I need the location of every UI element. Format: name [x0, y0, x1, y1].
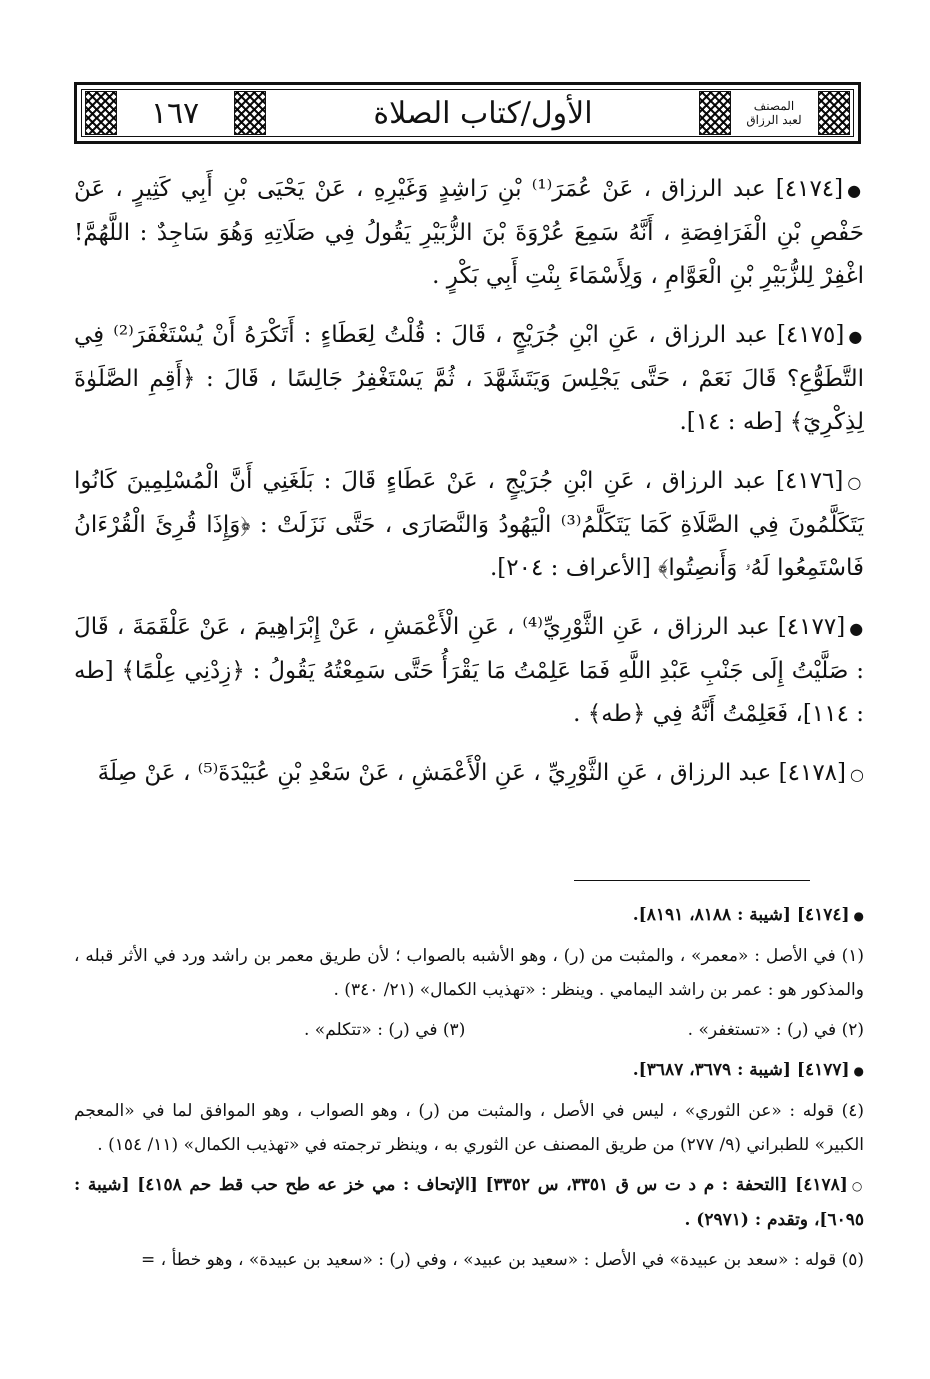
ornament-icon — [699, 91, 731, 135]
takhrij-note: ○[٤١٧٨] [التحفة : م د ت س ق ٣٣٥١، س ٣٣٥٢] [الإتحاف : مي خز عه طح حب قط حم ٤١٥٨] [شيبة : ٦٠٩٥]، وتقدم : (٢٩٧١) . — [74, 1175, 864, 1230]
author-line-1: المصنف — [753, 99, 795, 113]
footnote: (٤) قوله : «عن الثوري» ، ليس في الأصل ، والمثبت من (ر) ، وهو الصواب ، وهو الموافق لما في «المعجم الكبير» للطبراني (٩/ ٢٧٧) من طريق المصنف عن الثوري به ، وينظر ترجمته في «تهذيب الكمال» (١١/ ١٥٤) . — [74, 1101, 864, 1155]
takhrij-note: ●[٤١٧٧] [شيبة : ٣٦٧٩، ٣٦٨٧]. — [632, 1060, 864, 1080]
page-number: ١٦٧ — [150, 95, 200, 131]
footnote: (٣) في (ر) : «تتكلم» . — [304, 1020, 466, 1040]
footnote-pair — [74, 1013, 864, 1047]
footnote: (٥) قوله : «سعد بن عبيدة» في الأصل : «سعيد بن عبيد» ، وفي (ر) : «سعيد بن عبيدة» ، وهو خطأ ، = — [141, 1250, 864, 1270]
footnote: (٢) في (ر) : «تستغفر» . — [687, 1020, 864, 1040]
ornament-icon — [818, 91, 850, 135]
hadith-paragraph: ○[٤١٧٦] عبد الرزاق ، عَنِ ابْنِ جُرَيْجٍ ، عَنْ عَطَاءٍ قَالَ : بَلَغَنِي أَنَّ الْمُسْلِمِينَ كَانُوا يَتَكَلَّمُونَ فِي الصَّلَاةِ كَمَا يَتَكَلَّمُ⁽³⁾ الْيَهُودُ وَالنَّصَارَى ، حَتَّى نَزَلَتْ : ﴿وَإِذَا قُرِئَ الْقُرْءَانُ فَاسْتَمِعُوا لَهُۥ وَأَنصِتُوا﴾ [الأعراف : ٢٠٤]. — [74, 468, 865, 581]
hadith-paragraph: ○[٤١٧٨] عبد الرزاق ، عَنِ الثَّوْرِيِّ ، عَنِ الْأَعْمَشِ ، عَنْ سَعْدِ بْنِ عُبَيْدَةَ⁽⁵⁾ ، عَنْ صِلَةَ — [97, 760, 864, 786]
footnotes — [74, 898, 864, 1283]
author-emblem — [735, 91, 813, 135]
author-line-2: لعبد الرزاق — [746, 113, 802, 127]
ornament-icon — [234, 91, 266, 135]
hadith-paragraph: ●[٤١٧٤] عبد الرزاق ، عَنْ عُمَرَ⁽¹⁾ بْنِ رَاشِدٍ وَغَيْرِهِ ، عَنْ يَحْيَى بْنِ أَبِي كَثِيرٍ ، عَنْ حَفْصِ بْنِ الْفَرَافِصَةِ ، أَنَّهُ سَمِعَ عُرْوَةَ بْنَ الزُّبَيْرِ يَقُولُ فِي صَلَاتِهِ وَهُوَ سَاجِدٌ : اللَّهُمَّ! اغْفِرْ لِلزُّبَيْرِ بْنِ الْعَوَّامِ ، وَلِأَسْمَاءَ بِنْتِ أَبِي بَكْرٍ . — [74, 176, 864, 289]
ornament-icon — [85, 91, 117, 135]
running-title: الأول/كتاب الصلاة — [373, 95, 593, 131]
main-text — [74, 168, 864, 812]
page-number-box — [121, 91, 229, 135]
footnote: (١) في الأصل : «معمر» ، والمثبت من (ر) ، وهو الأشبه بالصواب ؛ لأن طريق معمر بن راشد ورد في الأثر قبله ، والمذكور هو : عمر بن راشد اليمامي . وينظر : «تهذيب الكمال» (٢١/ ٣٤٠) . — [74, 946, 864, 1000]
footnote-separator — [574, 880, 810, 881]
takhrij-note: ●[٤١٧٤] [شيبة : ٨١٨٨، ٨١٩١]. — [632, 905, 864, 925]
hadith-paragraph: ●[٤١٧٥] عبد الرزاق ، عَنِ ابْنِ جُرَيْجٍ ، قَالَ : قُلْتُ لِعَطَاءٍ : أَتَكْرَهُ أَنْ يُسْتَغْفَرَ⁽²⁾ فِي التَّطَوُّعِ؟ قَالَ نَعَمْ ، حَتَّى يَجْلِسَ وَيَتَشَهَّدَ ، ثُمَّ يَسْتَغْفِرُ جَالِسًا ، قَالَ : ﴿أَقِمِ الصَّلَوٰةَ لِذِكْرِيٓ﴾ [طه : ١٤]. — [74, 322, 865, 435]
running-title-box — [273, 91, 693, 135]
hadith-paragraph: ●[٤١٧٧] عبد الرزاق ، عَنِ الثَّوْرِيِّ⁽⁴⁾ ، عَنِ الْأَعْمَشِ ، عَنْ إِبْرَاهِيمَ ، عَنْ عَلْقَمَةَ ، قَالَ : صَلَّيْتُ إِلَى جَنْبِ عَبْدِ اللَّهِ فَمَا عَلِمْتُ مَا يَقْرَأُ حَتَّى سَمِعْتُهُ يَقُولُ : ﴿زِدْنِي عِلْمًا﴾ [طه : ١١٤]، فَعَلِمْتُ أَنَّهُ فِي ﴿طه﴾ . — [74, 614, 864, 727]
page-header — [74, 82, 861, 144]
